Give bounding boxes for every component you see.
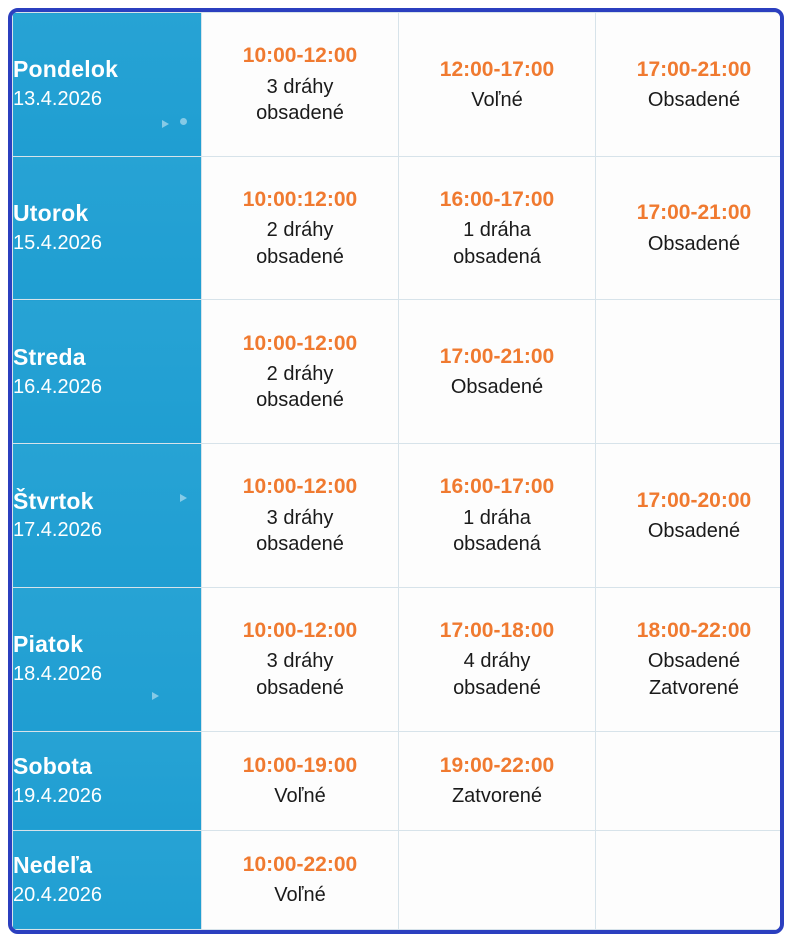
- slot-status-line: obsadené: [256, 245, 344, 268]
- empty-slot-cell: [399, 830, 596, 929]
- slot-status: [596, 648, 784, 701]
- table-row: [13, 830, 785, 929]
- slot-time: 10:00-12:00: [242, 619, 358, 643]
- day-date: 19.4.2026: [13, 784, 102, 807]
- table-row: [13, 444, 785, 588]
- slot-status-line: 1 dráha: [463, 219, 531, 242]
- slot-status: [202, 882, 398, 908]
- day-name: Sobota: [13, 752, 93, 779]
- slot-status-line: obsadené: [256, 102, 344, 124]
- day-cell: [13, 587, 202, 731]
- slot-status-line: 3 dráhy: [266, 506, 334, 529]
- slot-status-line: Obsadené: [647, 232, 741, 255]
- time-slot-cell[interactable]: [399, 444, 596, 588]
- slot-status-line: Zatvorené: [648, 676, 740, 699]
- slot-status: [202, 783, 398, 809]
- empty-slot-cell: [596, 300, 785, 444]
- slot-time: 17:00-21:00: [636, 57, 752, 81]
- time-slot-cell[interactable]: [596, 13, 785, 157]
- day-date: 15.4.2026: [13, 231, 102, 254]
- slot-status: [399, 783, 595, 809]
- day-name: Piatok: [13, 631, 84, 658]
- day-name: Štvrtok: [13, 487, 94, 514]
- slot-status-line: Obsadené: [647, 519, 741, 542]
- slot-status: [202, 648, 398, 701]
- slot-status: [399, 217, 595, 270]
- slot-time: 10:00:12:00: [242, 188, 358, 212]
- slot-time: 10:00-12:00: [242, 331, 358, 355]
- slot-time: 17:00-21:00: [636, 201, 752, 225]
- slot-status: [596, 87, 784, 113]
- time-slot-cell[interactable]: [399, 13, 596, 157]
- slot-time: 19:00-22:00: [439, 753, 555, 777]
- slot-time: 17:00-20:00: [636, 488, 752, 512]
- slot-status-line: 3 dráhy: [266, 650, 334, 673]
- slot-time: 16:00-17:00: [439, 188, 555, 212]
- slot-status: [202, 505, 398, 558]
- time-slot-cell[interactable]: [202, 830, 399, 929]
- slot-status-line: obsadená: [453, 245, 541, 268]
- day-cell: [13, 156, 202, 300]
- day-cell: [13, 444, 202, 588]
- slot-status-line: obsadené: [453, 676, 541, 699]
- slot-status-line: obsadené: [256, 676, 344, 699]
- slot-status: [399, 87, 595, 113]
- slot-status-line: Obsadené: [450, 376, 544, 399]
- slot-status-line: 2 dráhy: [266, 363, 334, 386]
- slot-time: 10:00-22:00: [242, 853, 358, 877]
- slot-status: [596, 231, 784, 257]
- slot-status: [399, 505, 595, 558]
- slot-status-line: 1 dráha: [463, 506, 531, 529]
- time-slot-cell[interactable]: [202, 300, 399, 444]
- empty-slot-cell: [596, 731, 785, 830]
- slot-time: 16:00-17:00: [439, 475, 555, 499]
- slot-time: 10:00-12:00: [242, 44, 358, 68]
- table-row: [13, 731, 785, 830]
- time-slot-cell[interactable]: [596, 156, 785, 300]
- table-row: [13, 300, 785, 444]
- day-cell: [13, 731, 202, 830]
- slot-status-line: Voľné: [471, 88, 523, 111]
- empty-slot-cell: [596, 830, 785, 929]
- slot-status-line: Zatvorené: [451, 785, 543, 808]
- slot-status-line: obsadená: [453, 533, 541, 556]
- slot-status: [202, 361, 398, 414]
- day-name: Pondelok: [13, 56, 119, 83]
- day-cell: [13, 300, 202, 444]
- time-slot-cell[interactable]: [202, 731, 399, 830]
- slot-status-line: Obsadené: [647, 88, 741, 111]
- slot-status-line: obsadené: [256, 389, 344, 412]
- slot-status-line: Voľné: [274, 785, 326, 808]
- slot-status-line: Voľné: [274, 884, 326, 907]
- slot-status: [202, 217, 398, 270]
- slot-time: 10:00-12:00: [242, 475, 358, 499]
- day-date: 20.4.2026: [13, 883, 102, 906]
- slot-status: [596, 518, 784, 544]
- time-slot-cell[interactable]: [399, 731, 596, 830]
- slot-status: [399, 648, 595, 701]
- time-slot-cell[interactable]: [202, 156, 399, 300]
- schedule-table-frame: [8, 8, 784, 934]
- slot-time: 18:00-22:00: [636, 619, 752, 643]
- day-cell: [13, 13, 202, 157]
- time-slot-cell[interactable]: [399, 156, 596, 300]
- slot-status-line: 3 dráhy: [266, 75, 334, 98]
- slot-time: 17:00-21:00: [439, 344, 555, 368]
- time-slot-cell[interactable]: [202, 587, 399, 731]
- slot-time: 17:00-18:00: [439, 619, 555, 643]
- day-date: 16.4.2026: [13, 375, 102, 398]
- time-slot-cell[interactable]: [596, 444, 785, 588]
- slot-status-line: 4 dráhy: [463, 650, 531, 673]
- time-slot-cell[interactable]: [399, 587, 596, 731]
- table-row: [13, 13, 785, 157]
- opening-hours-table: [12, 12, 784, 930]
- table-row: [13, 587, 785, 731]
- slot-status-line: 2 dráhy: [266, 219, 334, 242]
- slot-status-line: Obsadené: [647, 650, 741, 673]
- time-slot-cell[interactable]: [399, 300, 596, 444]
- day-cell: [13, 830, 202, 929]
- day-name: Utorok: [13, 200, 89, 227]
- slot-time: 12:00-17:00: [439, 57, 555, 81]
- table-row: [13, 156, 785, 300]
- day-name: Streda: [13, 343, 86, 370]
- slot-time: 10:00-19:00: [242, 753, 358, 777]
- time-slot-cell[interactable]: [202, 444, 399, 588]
- day-name: Nedeľa: [13, 852, 93, 878]
- day-date: 18.4.2026: [13, 663, 102, 686]
- slot-status-line: obsadené: [256, 533, 344, 556]
- slot-status: [399, 374, 595, 400]
- slot-status: [202, 74, 398, 127]
- schedule-body: [13, 13, 785, 930]
- time-slot-cell[interactable]: [596, 587, 785, 731]
- day-date: 13.4.2026: [13, 88, 102, 111]
- day-date: 17.4.2026: [13, 519, 102, 542]
- time-slot-cell[interactable]: [202, 13, 399, 157]
